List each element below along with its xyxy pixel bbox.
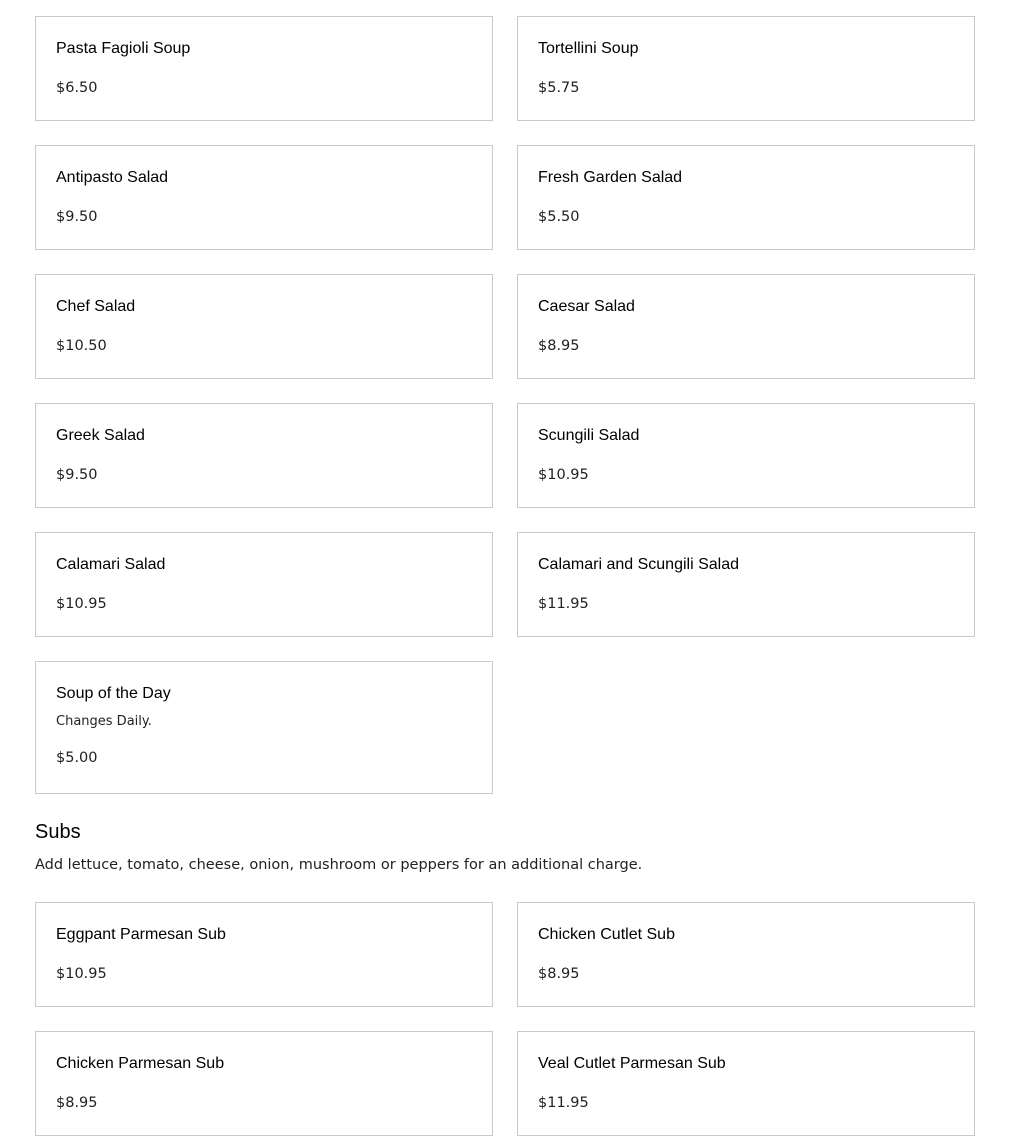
menu-item-price: $9.50: [56, 467, 98, 483]
menu-item-card[interactable]: [35, 902, 493, 1007]
menu-item-name: Calamari and Scungili Salad: [538, 556, 739, 573]
menu-item-name: Fresh Garden Salad: [538, 169, 683, 186]
section-description-subs: Add lettuce, tomato, cheese, onion, mushroom or peppers for an additional charge.: [35, 857, 643, 873]
menu-item-card[interactable]: [35, 16, 493, 121]
menu-item-card[interactable]: [517, 16, 975, 121]
menu-item-card[interactable]: [35, 532, 493, 637]
menu-item-card[interactable]: [517, 1031, 975, 1136]
menu-item-price: $8.95: [56, 1095, 98, 1111]
menu-item-card[interactable]: [517, 403, 975, 508]
menu-item-price: $8.95: [538, 338, 580, 354]
menu-item-price: $10.95: [56, 596, 107, 612]
menu-item-price: $10.95: [56, 966, 107, 982]
menu-item-name: Veal Cutlet Parmesan Sub: [538, 1055, 726, 1072]
soups-salads-grid: [35, 16, 975, 794]
menu-item-name: Caesar Salad: [538, 298, 635, 315]
menu-item-name: Scungili Salad: [538, 427, 640, 444]
menu-item-name: Chicken Cutlet Sub: [538, 926, 675, 943]
menu-item-name: Calamari Salad: [56, 556, 166, 573]
menu-item-price: $6.50: [56, 80, 98, 96]
menu-item-name: Chef Salad: [56, 298, 136, 315]
menu-item-card[interactable]: [35, 661, 493, 794]
menu-item-card[interactable]: [35, 1031, 493, 1136]
menu-item-description: Changes Daily.: [56, 714, 152, 729]
menu-item-name: Pasta Fagioli Soup: [56, 40, 191, 57]
menu-item-name: Greek Salad: [56, 427, 145, 444]
menu-item-price: $11.95: [538, 1095, 589, 1111]
menu-item-name: Antipasto Salad: [56, 169, 169, 186]
menu-item-card[interactable]: [517, 532, 975, 637]
menu-item-card[interactable]: [517, 902, 975, 1007]
menu-item-price: $10.95: [538, 467, 589, 483]
menu-item-card[interactable]: [35, 274, 493, 379]
menu-item-price: $11.95: [538, 596, 589, 612]
menu-item-name: Tortellini Soup: [538, 40, 639, 57]
menu-item-price: $10.50: [56, 338, 107, 354]
menu-item-price: $5.75: [538, 80, 580, 96]
menu-item-price: $8.95: [538, 966, 580, 982]
menu-item-name: Soup of the Day: [56, 685, 171, 702]
menu-item-name: Chicken Parmesan Sub: [56, 1055, 225, 1072]
menu-item-card[interactable]: [35, 145, 493, 250]
menu-item-price: $5.00: [56, 750, 98, 766]
menu-item-card[interactable]: [517, 145, 975, 250]
section-title-subs: Subs: [35, 821, 81, 843]
menu-item-card[interactable]: [35, 403, 493, 508]
subs-grid: [35, 902, 975, 1136]
menu-item-price: $9.50: [56, 209, 98, 225]
menu-item-price: $5.50: [538, 209, 580, 225]
menu-item-card[interactable]: [517, 274, 975, 379]
menu-item-name: Eggpant Parmesan Sub: [56, 926, 226, 943]
